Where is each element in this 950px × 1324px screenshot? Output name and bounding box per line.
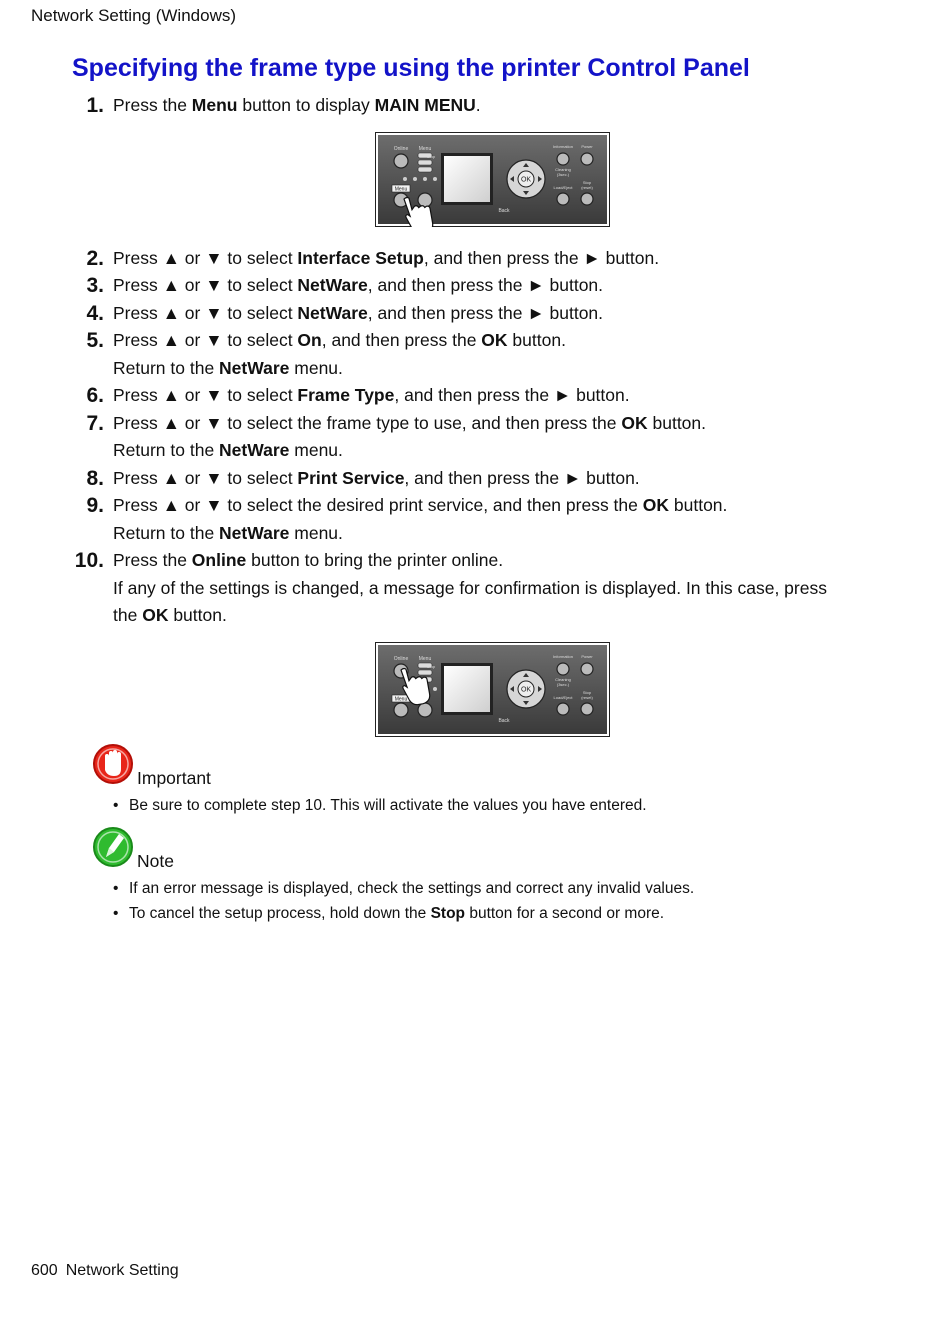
step-number: 9. [86, 494, 104, 517]
step-text: Press ▲ or ▼ to select Frame Type, and then press the ► button. [113, 385, 630, 405]
step-text: Press ▲ or ▼ to select Interface Setup, and then press the ► button. [113, 247, 660, 268]
step-number: 5. [86, 329, 104, 352]
step-text: Press the Menu button to display MAIN MENU. [113, 95, 481, 115]
stop-label: Stop [427, 153, 436, 159]
footer-section: Network Setting [65, 1262, 179, 1279]
ok-label: OK [520, 686, 532, 693]
step-text: Return to the NetWare menu. [113, 522, 343, 543]
cleaning-sub-label: (3sec.) [556, 171, 570, 177]
control-panel-image [375, 132, 610, 227]
step-number: 10. [74, 549, 104, 572]
page-number: 600 [31, 1262, 58, 1279]
important-list [92, 793, 647, 818]
step-number: 3. [86, 274, 104, 297]
step-item [0, 382, 950, 410]
step-item [0, 245, 950, 273]
ok-label: OK [520, 176, 532, 183]
stop-label: Stop [427, 663, 436, 669]
panel-online-figure [375, 642, 610, 737]
power-button [581, 663, 593, 675]
section-title: Specifying the frame type using the printer Control Panel [72, 54, 750, 82]
power-label: Power [581, 143, 593, 149]
list-item: • Be sure to complete step 10. This will activate the values you have entered. [92, 793, 647, 818]
step-item [0, 492, 950, 547]
online-label: Online [393, 655, 409, 662]
information-label: Information [552, 653, 574, 659]
step-text: Return to the NetWare menu. [113, 440, 343, 460]
power-button [581, 153, 593, 165]
step-text: If any of the settings is changed, a message for confirmation is displayed. In this case, press [113, 577, 827, 598]
page-footer [31, 1262, 179, 1280]
cleaning-label: Cleaning [555, 676, 571, 682]
menu-top-label: Menu [418, 655, 432, 662]
step-text: Press ▲ or ▼ to select NetWare, and then press the ► button. [113, 302, 604, 323]
step-number: 4. [86, 301, 104, 325]
lcd-screen [444, 666, 490, 712]
list-item: • If an error message is displayed, check the settings and correct any invalid values. [92, 876, 694, 901]
lcd-screen [444, 156, 490, 202]
important-callout [92, 743, 647, 818]
important-hand-icon [92, 743, 134, 785]
step-item [0, 547, 950, 630]
step-text: the OK button. [113, 605, 227, 625]
list-item: • To cancel the setup process, hold down the Stop button for a second or more. [92, 901, 694, 926]
step-item [0, 327, 950, 382]
step-item [0, 272, 950, 300]
menu-label: Menu [394, 696, 408, 702]
step-number: 7. [86, 411, 104, 435]
step-item [0, 410, 950, 465]
stop-reset-label: Stop [582, 179, 592, 185]
step-item [0, 92, 950, 120]
note-pencil-icon [92, 826, 134, 868]
load-eject-label: Load/Eject [553, 184, 573, 190]
note-callout [92, 826, 694, 926]
step-number: 1. [86, 94, 104, 117]
reset-sub-label: (reset) [581, 694, 593, 700]
stop-reset-label: Stop [582, 689, 592, 695]
online-label: Online [393, 145, 409, 152]
step-text: Press ▲ or ▼ to select NetWare, and then press the ► button. [113, 275, 604, 295]
online-button [394, 154, 408, 168]
step-text: Press ▲ or ▼ to select Print Service, and then press the ► button. [113, 467, 640, 488]
step-text: Return to the NetWare menu. [113, 357, 343, 378]
step-text: Press ▲ or ▼ to select the frame type to use, and then press the OK button. [113, 412, 707, 433]
menu-top-label: Menu [418, 145, 432, 152]
menu-label: Menu [394, 186, 408, 192]
note-list [92, 876, 694, 926]
menu-button [394, 703, 408, 717]
running-head: Network Setting (Windows) [31, 6, 237, 25]
important-label: Important [137, 768, 211, 788]
reset-sub-label: (reset) [581, 184, 593, 190]
cleaning-sub-label: (3sec.) [556, 681, 570, 687]
step-number: 6. [86, 384, 104, 407]
power-label: Power [581, 653, 593, 659]
note-label: Note [137, 851, 174, 871]
step-text: Press the Online button to bring the printer online. [113, 550, 504, 570]
cleaning-label: Cleaning [555, 166, 571, 172]
step-text: Press ▲ or ▼ to select the desired print service, and then press the OK button. [113, 495, 728, 515]
load-eject-label: Load/Eject [553, 694, 573, 700]
step-number: 2. [86, 246, 104, 270]
step-item [0, 465, 950, 493]
control-panel-image [375, 642, 610, 737]
step-number: 8. [86, 466, 104, 490]
information-label: Information [552, 143, 574, 149]
panel-menu-figure [375, 132, 610, 227]
step-text: Press ▲ or ▼ to select On, and then press the OK button. [113, 330, 566, 350]
back-label: Back [498, 717, 510, 724]
step-item [0, 300, 950, 328]
back-label: Back [498, 207, 510, 214]
steps-list [0, 92, 950, 755]
